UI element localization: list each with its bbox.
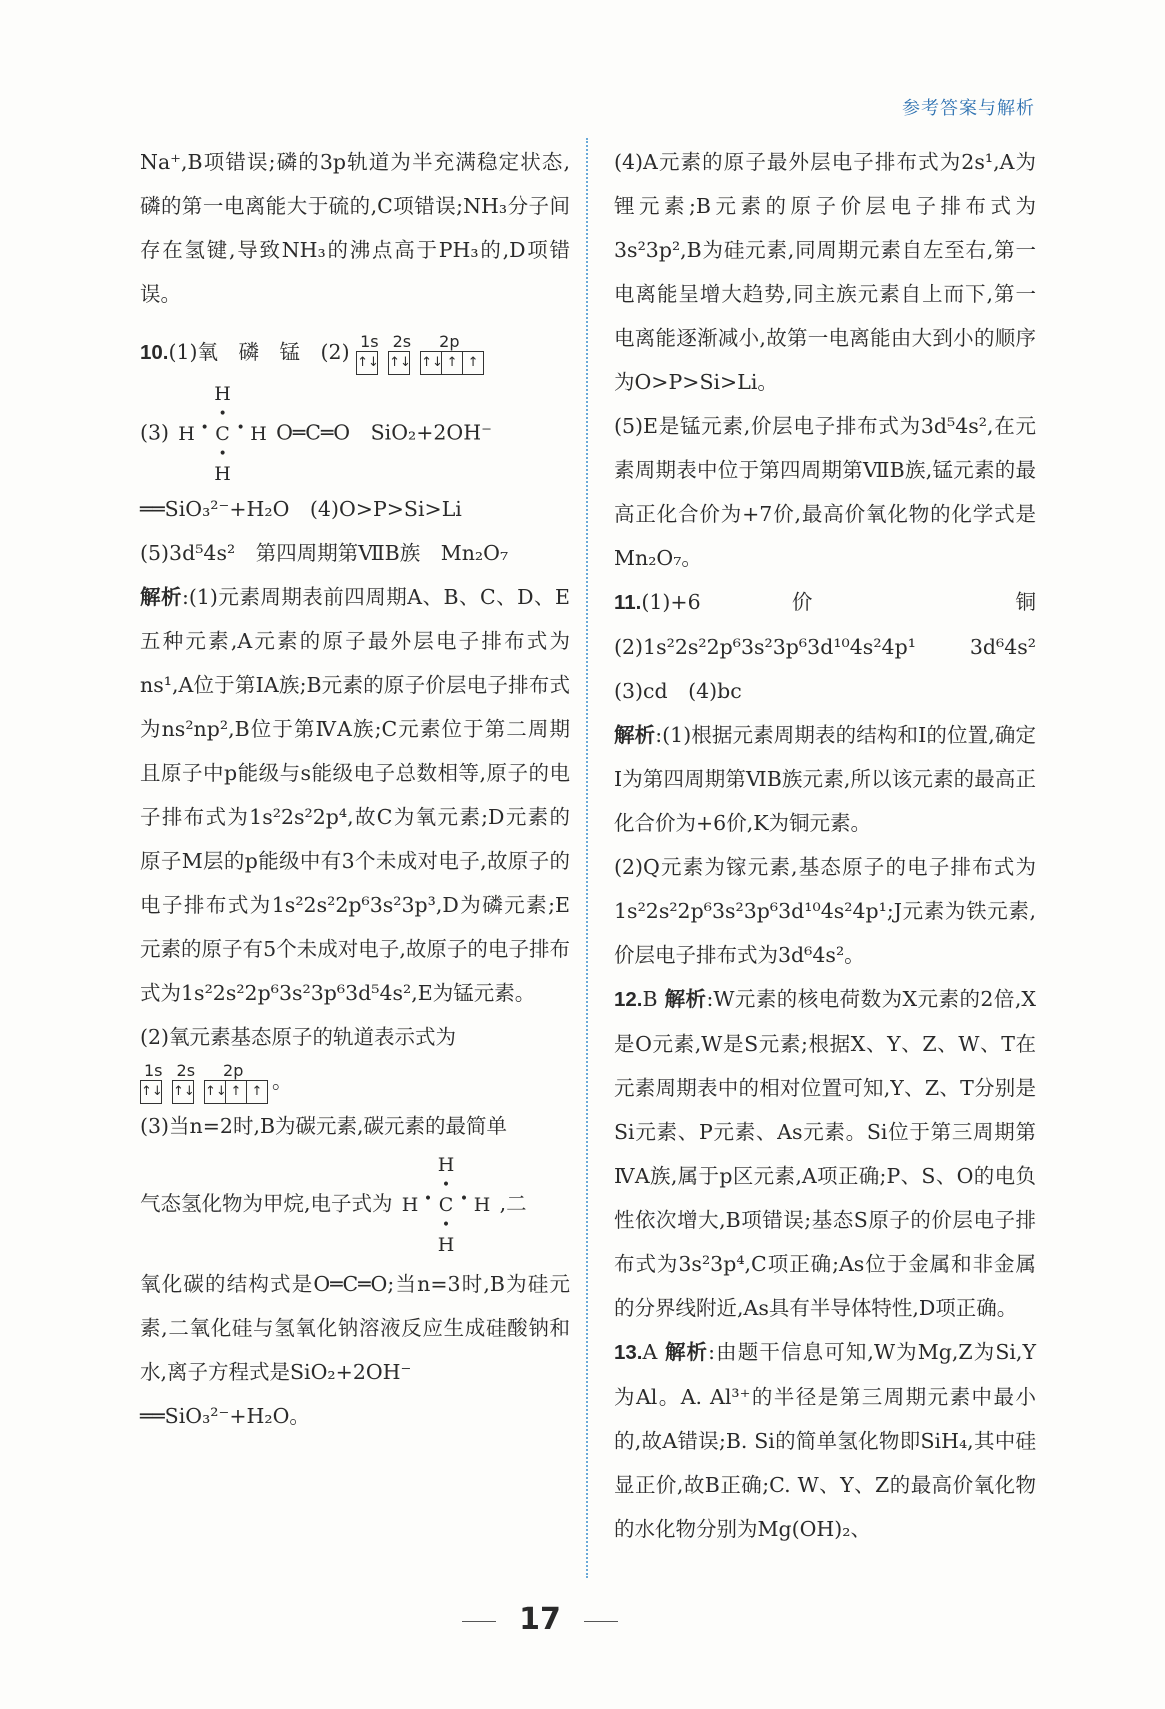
orbital-2p-box: ↑	[467, 354, 479, 370]
q11-number: 11.	[614, 591, 642, 614]
q10-answer-line1: 10.(1)氧 磷 锰 (2) 1s 2s 2p ↑↓ ↑↓ ↑↓ ↑ ↑	[140, 330, 570, 375]
q10-explanation-3a: (3)当n=2时,B为碳元素,碳元素的最简单	[140, 1113, 508, 1138]
jiexi-label: 解析	[140, 585, 182, 609]
q10-answer-line4: ══SiO₃²⁻+H₂O (4)O>P>Si>Li	[140, 497, 462, 521]
left-column	[140, 140, 570, 1438]
methane-electron-formula: H • H • C • H • H	[178, 383, 267, 485]
q10-explanation-3e: ══SiO₃²⁻+H₂O。	[140, 1403, 310, 1428]
q9-continuation: Na⁺,B项错误;磷的3p轨道为半充满稳定状态,磷的第一电离能大于硫的,C项错误;NH₃分子间存在氢键,导致NH₃的沸点高于PH₃的,D项错误。	[140, 150, 570, 306]
q10-explanation-3b: 气态氢化物为甲烷,电子式为 H • H • C • H • H ,二	[140, 1153, 527, 1256]
orbital-2p-box: ↑	[251, 1083, 263, 1099]
orbital-2p-box: ↑	[442, 352, 463, 374]
page-number: 17	[500, 1602, 580, 1637]
q10-explanation-2: (2)氧元素基态原子的轨道表示式为	[140, 1025, 457, 1049]
methane-electron-formula-2: H • H • C • H • H	[401, 1153, 491, 1256]
q13-number: 13.	[614, 1341, 643, 1364]
q10-answer-line3: (3) H • H • C • H • H O═C═O SiO₂+2OH⁻	[140, 383, 492, 485]
q10-number: 10.	[140, 341, 169, 364]
page-header-title: 参考答案与解析	[902, 98, 1035, 119]
orbital-2p-box: ↑↓	[205, 1081, 226, 1103]
orbital-1s-box: ↑↓	[357, 354, 379, 370]
q11-answer: 11.(1)+6价 铜 (2)1s²2s²2p⁶3s²3p⁶3d¹⁰4s²4p¹ 3d⁶4s² (3)cd (4)bc	[614, 590, 1057, 703]
q12-number: 12.	[614, 988, 643, 1011]
orbital-2p-box: ↑	[226, 1081, 247, 1103]
q10-explanation-4: (4)A元素的原子最外层电子排布式为2s¹,A为锂元素;B元素的原子价层电子排布式为3s²3p²,B为硅元素,同周期元素自左至右,第一电离能呈增大趋势,同主族元素自上而下,第一电离能逐渐减小,故第一电离能由大到小的顺序为O>P>Si>Li。	[614, 150, 1036, 394]
orbital-1s-box: ↑↓	[141, 1083, 163, 1099]
orbital-diagram-explanation: 1s 2s 2p ↑↓ ↑↓ ↑↓ ↑ ↑	[140, 1062, 272, 1104]
column-divider	[586, 138, 588, 1578]
q13-answer: 13.A 解析:由题干信息可知,W为Mg,Z为Si,Y为Al。A. Al³⁺的半径是第三周期元素中最小的,故A错误;B. Si的简单氢化物即SiH₄,其中硅显正价,故B正确;C. W、Y、Z的最高价氧化物的水化物分别为Mg(OH)₂、	[614, 1340, 1036, 1541]
q10-orbital-diagram-line: 1s 2s 2p ↑↓ ↑↓ ↑↓ ↑ ↑ 。	[140, 1059, 570, 1104]
orbital-2p-box: ↑↓	[421, 352, 442, 374]
right-column	[614, 140, 1057, 1551]
q10-explanation-5: (5)E是锰元素,价层电子排布式为3d⁵4s²,在元素周期表中位于第四周期第ⅦB族,锰元素的最高正化合价为+7价,最高价氧化物的化学式是Mn₂O₇。	[614, 414, 1036, 570]
q10-explanation-3d: 氧化碳的结构式是O═C═O;当n=3时,B为硅元素,二氧化硅与氢氧化钠溶液反应生成硅酸钠和水,离子方程式是SiO₂+2OH⁻	[140, 1271, 570, 1384]
q10-explanation: 解析:(1)元素周期表前四周期A、B、C、D、E五种元素,A元素的原子最外层电子排布式为ns¹,A位于第ⅠA族;B元素的原子价层电子排布式为ns²np²,B位于第ⅣA族;C元素位于第二周期且原子中p能级与s能级电子总数相等,原子的电子排布式为1s²2s²2p⁴,故C为氧元素;D元素的原子M层的p能级中有3个未成对电子,故原子的电子排布式为1s²2s²2p⁶3s²3p³,D为磷元素;E元素的原子有5个未成对电子,故原子的电子排布式为1s²2s²2p⁶3s²3p⁶3d⁵4s²,E为锰元素。	[140, 585, 571, 1005]
orbital-2s-box: ↑↓	[173, 1083, 195, 1099]
q10-answer-line5: (5)3d⁵4s² 第四周期第ⅦB族 Mn₂O₇	[140, 541, 509, 565]
q11-explanation: 解析:(1)根据元素周期表的结构和I的位置,确定I为第四周期第ⅥB族元素,所以该元素的最高正化合价为+6价,K为铜元素。	[614, 723, 1037, 835]
orbital-diagram-answer: 1s 2s 2p ↑↓ ↑↓ ↑↓ ↑ ↑	[356, 333, 488, 375]
q12-answer: 12.B 解析:W元素的核电荷数为X元素的2倍,X是O元素,W是S元素;根据X、Y、Z、W、T在元素周期表中的相对位置可知,Y、Z、T分别是Si元素、P元素、As元素。Si位于第三周期第ⅣA族,属于p区元素,A项正确;P、S、O的电负性依次增大,B项错误;基态S原子的价层电子排布式为3s²3p⁴,C项正确;As位于金属和非金属的分界线附近,As具有半导体特性,D项正确。	[614, 987, 1036, 1320]
orbital-2s-box: ↑↓	[389, 354, 411, 370]
q11-explanation-2: (2)Q元素为镓元素,基态原子的电子排布式为1s²2s²2p⁶3s²3p⁶3d¹⁰4s²4p¹;J元素为铁元素,价层电子排布式为3d⁶4s²。	[614, 855, 1036, 967]
